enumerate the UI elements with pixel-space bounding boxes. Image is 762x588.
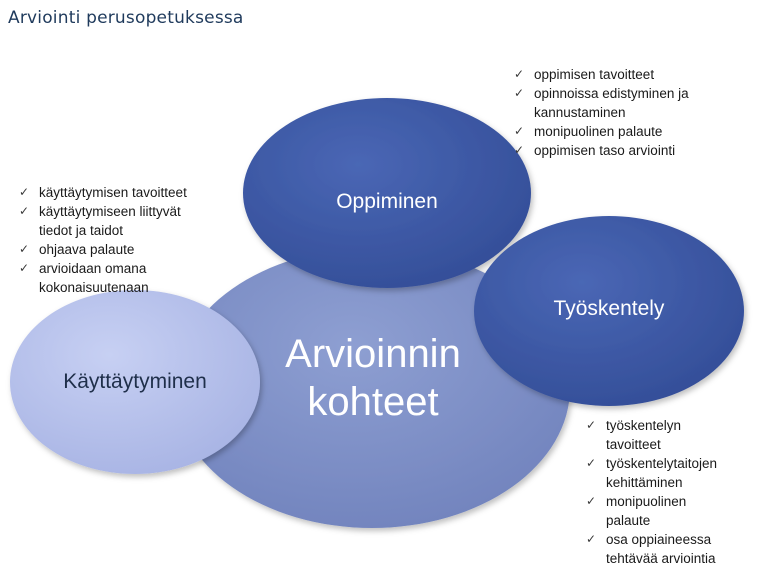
check-icon: ✓ — [514, 86, 525, 100]
check-icon: ✓ — [19, 261, 30, 275]
check-icon: ✓ — [586, 494, 597, 508]
kayttaytyminen-label: Käyttäytyminen — [63, 370, 207, 393]
list-item: ✓ käyttäytymisen tavoitteet — [19, 185, 187, 200]
tyoskentely-label: Työskentely — [553, 297, 665, 320]
check-icon: ✓ — [586, 532, 597, 546]
list-item: ✓ opinnoissa edistyminen ja kannustaminen — [514, 86, 689, 120]
check-icon: ✓ — [586, 456, 597, 470]
oppiminen-list — [512, 65, 752, 160]
center-label-line1: Arvioinnin — [285, 332, 461, 376]
check-icon: ✓ — [514, 143, 525, 157]
list-item: ✓ osa oppiaineessa tehtävää arviointia — [586, 532, 716, 566]
check-icon: ✓ — [514, 67, 525, 81]
kayttaytyminen-list — [17, 183, 232, 297]
list-item: ✓ työskentelyn tavoitteet — [586, 418, 682, 452]
list-item: ✓ oppimisen taso arviointi — [514, 143, 676, 158]
list-item: ✓ ohjaava palaute — [19, 242, 135, 257]
list-item: ✓ monipuolinen palaute — [514, 124, 663, 139]
tyoskentely-list — [584, 416, 754, 568]
check-icon: ✓ — [19, 185, 30, 199]
list-item: ✓ oppimisen tavoitteet — [514, 67, 655, 82]
center-label — [248, 330, 498, 426]
list-item: ✓ työskentelytaitojen kehittäminen — [586, 456, 718, 490]
list-item: ✓ monipuolinen palaute — [586, 494, 687, 528]
check-icon: ✓ — [586, 418, 597, 432]
check-icon: ✓ — [19, 242, 30, 256]
list-item: ✓ arvioidaan omana kokonaisuutenaan — [19, 261, 149, 295]
check-icon: ✓ — [19, 204, 30, 218]
check-icon: ✓ — [514, 124, 525, 138]
page-title: Arviointi perusopetuksessa — [8, 8, 244, 28]
list-item: ✓ käyttäytymiseen liittyvät tiedot ja taidot — [19, 204, 181, 238]
oppiminen-label: Oppiminen — [336, 190, 438, 213]
center-label-line2: kohteet — [307, 380, 439, 424]
